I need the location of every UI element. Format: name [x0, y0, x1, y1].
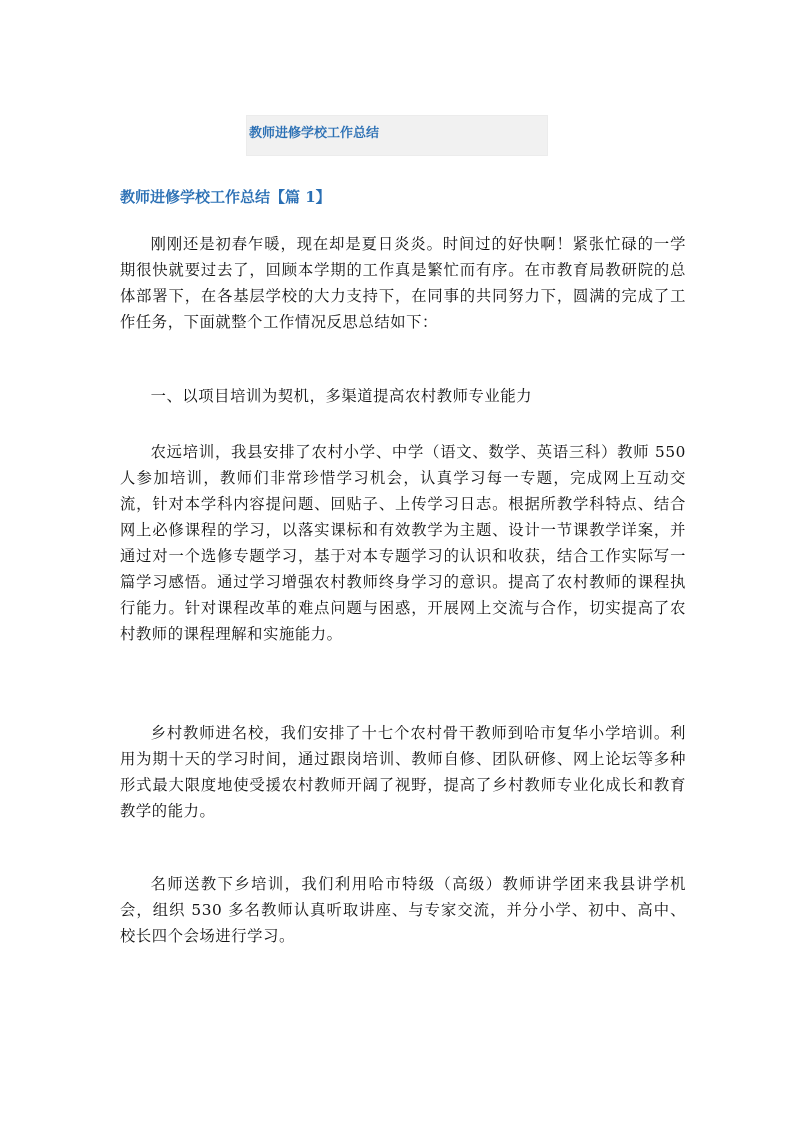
intro-paragraph: 刚刚还是初春乍暖，现在却是夏日炎炎。时间过的好快啊！紧张忙碌的一学期很快就要过去了，回顾本学期的工作真是繁忙而有序。在市教育局教研院的总体部署下，在各基层学校的大力支持下，在同事的共同努力下，圆满的完成了工作任务，下面就整个工作情况反思总结如下： — [120, 235, 686, 331]
section-heading: 教师进修学校工作总结【篇 1】 — [120, 188, 331, 206]
subsection-heading: 一、以项目培训为契机，多渠道提高农村教师专业能力 — [150, 387, 533, 405]
body-paragraph: 名师送教下乡培训，我们利用哈市特级（高级）教师讲学团来我县讲学机会，组织 530 多名教师认真听取讲座、与专家交流，并分小学、初中、高中、校长四个会场进行学习。 — [120, 875, 686, 945]
document-title: 教师进修学校工作总结 — [249, 126, 380, 141]
body-paragraph: 农远培训，我县安排了农村小学、中学（语文、数学、英语三科）教师 550 人参加培训，教师们非常珍惜学习机会，认真学习每一专题，完成网上互动交流，针对本学科内容提问题、回贴子、上传学习日志。根据所教学科特点、结合网上必修课程的学习，以落实课标和有效教学为主题、设计一节课教学详案，并通过对一个选修专题学习，基于对本专题学习的认识和收获，结合工作实际写一篇学习感悟。通过学习增强农村教师终身学习的意识。提高了农村教师的课程执行能力。针对课程改革的难点问题与困惑，开展网上交流与合作，切实提高了农村教师的课程理解和实施能力。 — [120, 443, 686, 643]
document-title-box — [246, 115, 548, 156]
body-paragraph: 乡村教师进名校，我们安排了十七个农村骨干教师到哈市复华小学培训。利用为期十天的学习时间，通过跟岗培训、教师自修、团队研修、网上论坛等多种形式最大限度地使受援农村教师开阔了视野，提高了乡村教师专业化成长和教育教学的能力。 — [120, 724, 686, 820]
